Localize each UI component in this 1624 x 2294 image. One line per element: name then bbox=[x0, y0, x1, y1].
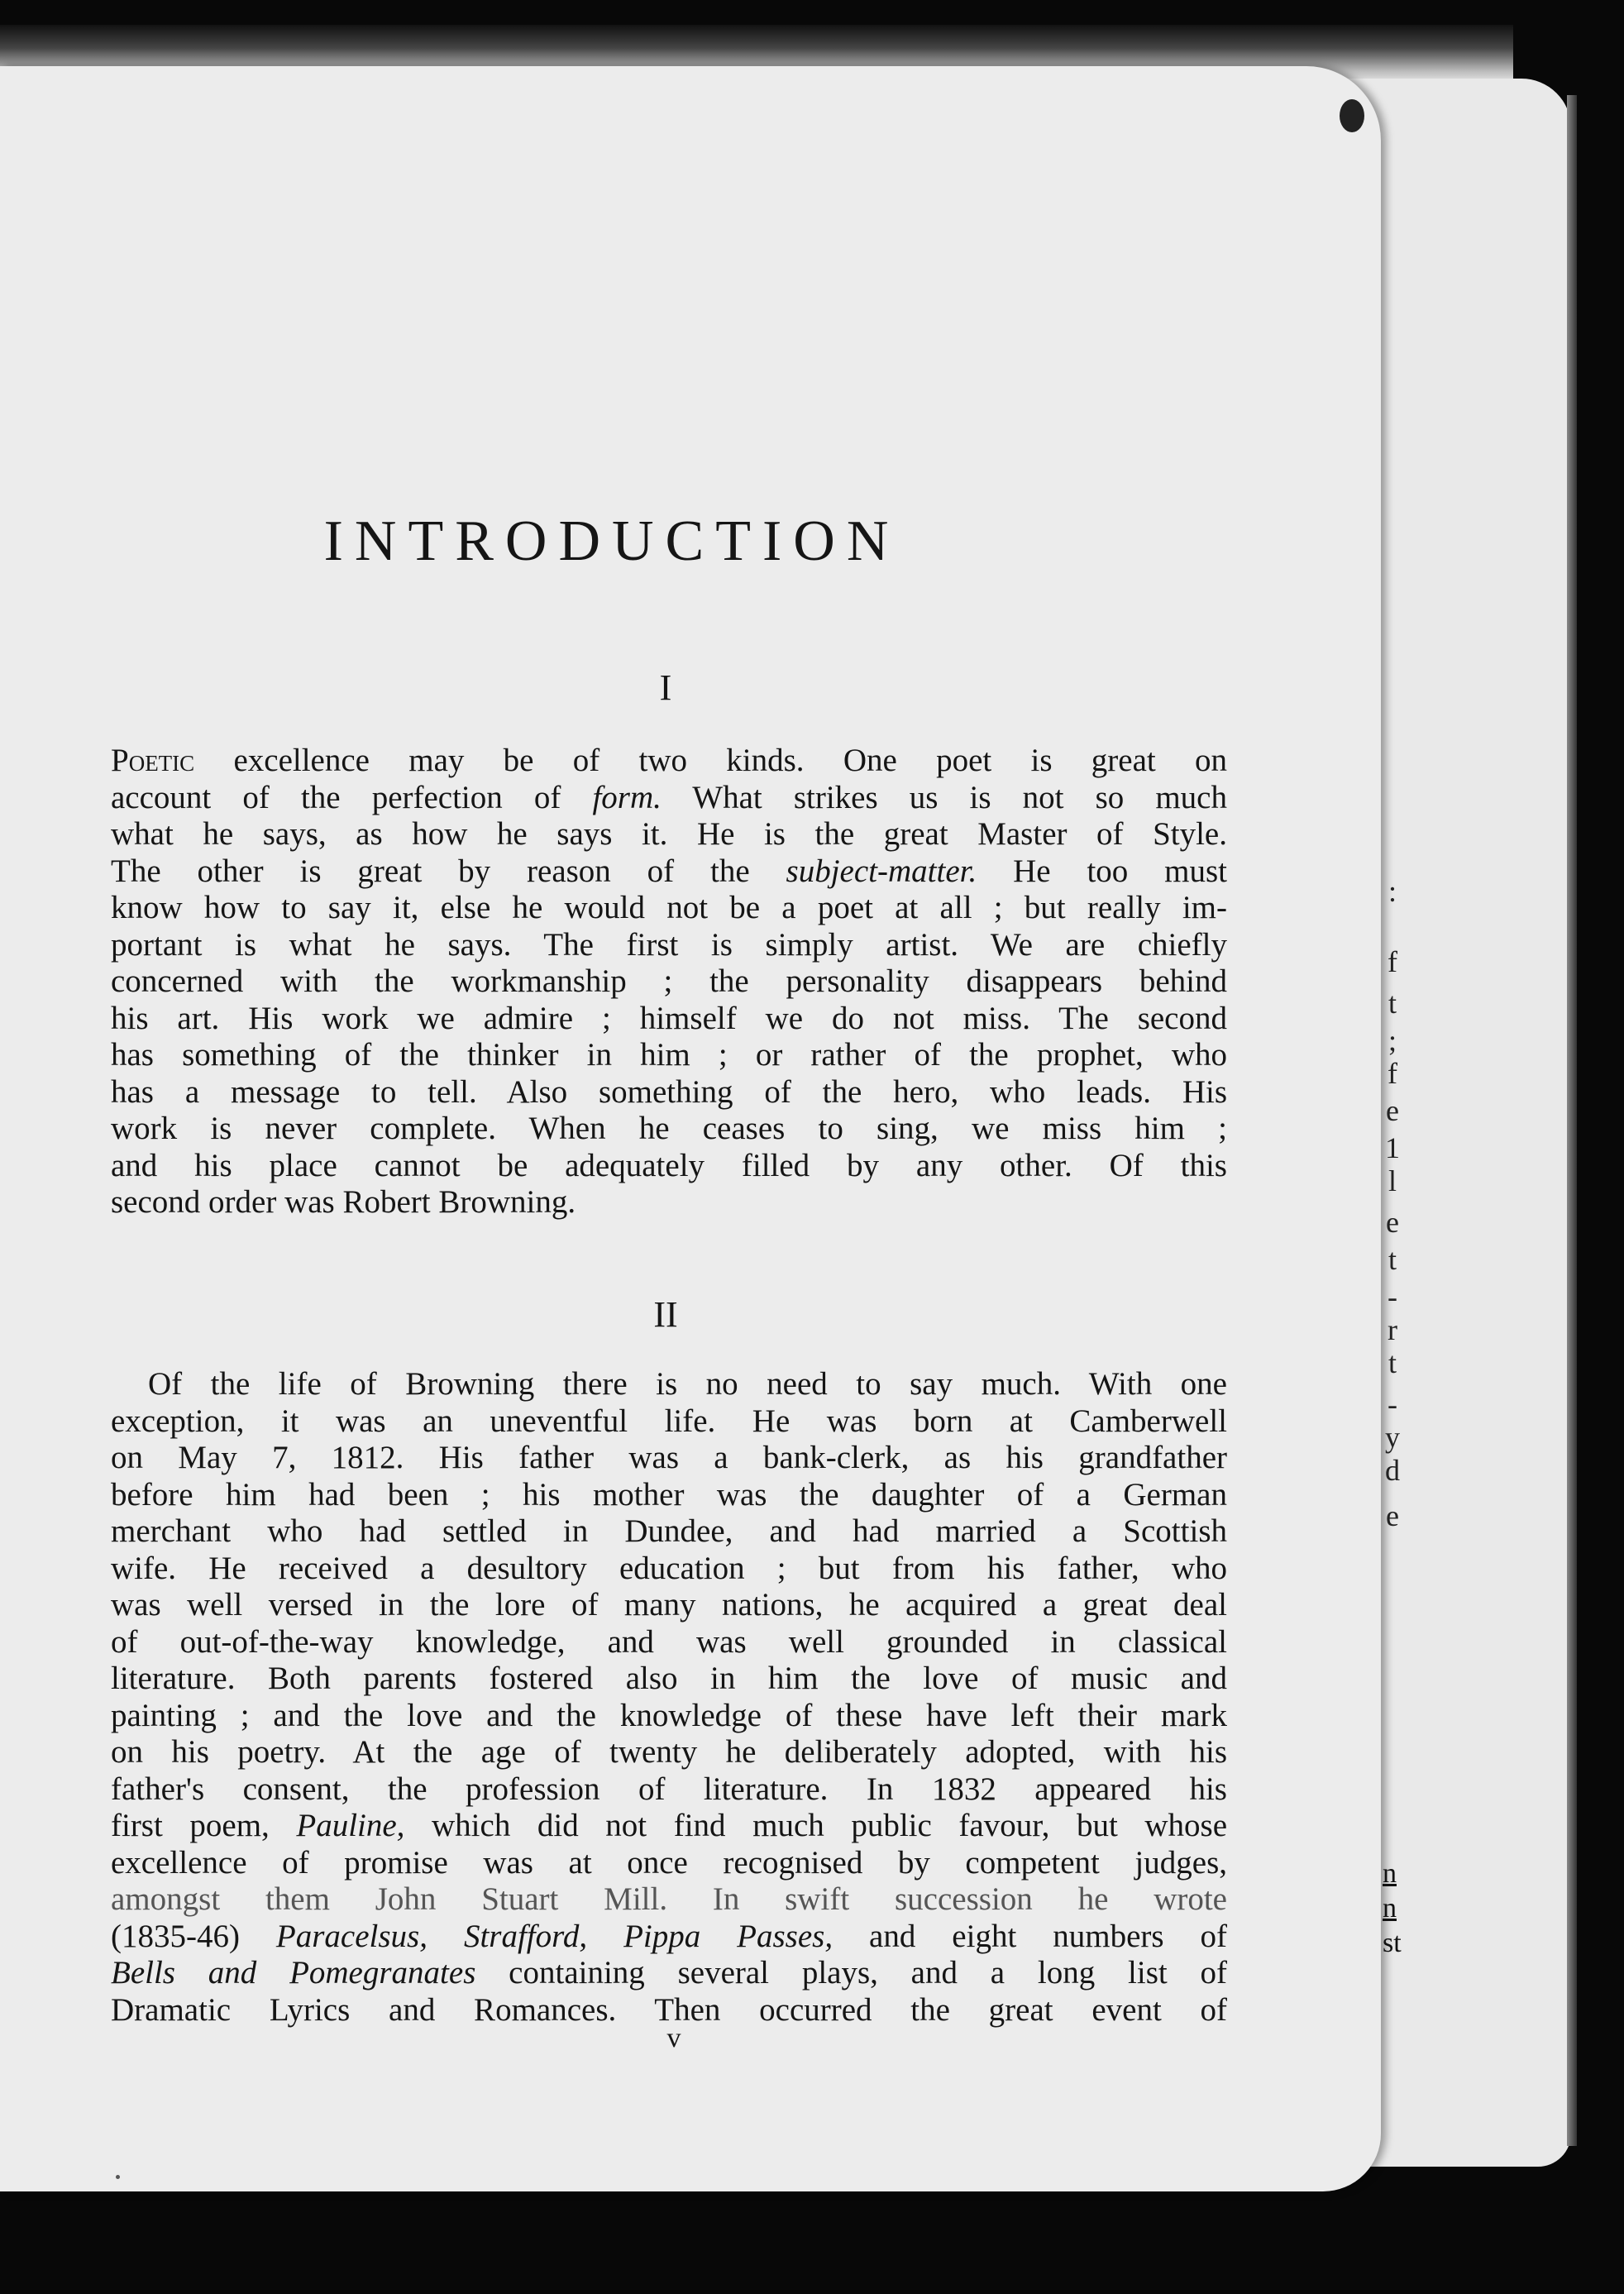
margin-fragment: t bbox=[1388, 1346, 1397, 1379]
margin-fragment: ; bbox=[1388, 1024, 1397, 1057]
text-line: exception, it was an uneventful life. He was born at Camberwell bbox=[111, 1403, 1227, 1439]
margin-fragment: l bbox=[1388, 1164, 1397, 1197]
margin-fragment: e bbox=[1386, 1499, 1399, 1532]
margin-fragment: e bbox=[1386, 1094, 1399, 1127]
text-line: what he says, as how he says it. He is the great Master of Style. bbox=[111, 816, 1227, 852]
facing-page-bottom-text bbox=[1383, 1857, 1402, 1961]
text-line: first poem, Pauline, which did not find much public favour, but whose bbox=[111, 1808, 1228, 1843]
margin-fragment: - bbox=[1388, 1280, 1397, 1313]
text-line: The other is great by reason of the subject-matter. He too must bbox=[111, 853, 1227, 889]
text-line: his art. His work we admire ; himself we do not miss. The second bbox=[111, 1000, 1227, 1036]
text-line: wife. He received a desultory education ; but from his father, who bbox=[111, 1550, 1227, 1586]
text-line: know how to say it, else he would not be a poet at all ; but really im- bbox=[111, 890, 1227, 925]
section-2-text bbox=[111, 1366, 1227, 2029]
page-edge-shadow bbox=[1567, 95, 1577, 2146]
text-line: has a message to tell. Also something of the hero, who leads. His bbox=[111, 1073, 1227, 1110]
section-numeral-1: I bbox=[659, 667, 672, 708]
page-number: v bbox=[666, 2023, 681, 2053]
margin-fragment: n bbox=[1383, 1858, 1397, 1889]
margin-fragment: e bbox=[1386, 1206, 1399, 1239]
text-line: Bells and Pomegranates containing several plays, and a long list of bbox=[111, 1955, 1227, 1991]
text-line: literature. Both parents fostered also in him the love of music and bbox=[111, 1661, 1227, 1696]
text-line: account of the perfection of form. What strikes us is not so much bbox=[111, 779, 1227, 815]
margin-fragment: - bbox=[1388, 1388, 1397, 1421]
text-line: Dramatic Lyrics and Romances. Then occurred the great event of bbox=[111, 1991, 1227, 2028]
text-line: concerned with the workmanship ; the personality disappears behind bbox=[111, 963, 1227, 999]
ink-speck bbox=[1340, 99, 1364, 132]
section-numeral-2: II bbox=[653, 1294, 678, 1335]
margin-fragment: t bbox=[1388, 987, 1397, 1020]
text-line: second order was Robert Browning. bbox=[111, 1184, 576, 1220]
text-line: Poetic excellence may be of two kinds. One poet is great on bbox=[111, 743, 1227, 778]
page-title: INTRODUCTION bbox=[323, 509, 900, 573]
text-line: amongst them John Stuart Mill. In swift succession he wrote bbox=[111, 1881, 1227, 1917]
text-line: before him had been ; his mother was the daughter of a German bbox=[111, 1476, 1227, 1513]
text-line: and his place cannot be adequately filled by any other. Of this bbox=[111, 1147, 1227, 1183]
text-line: work is never complete. When he ceases to sing, we miss him ; bbox=[111, 1111, 1227, 1146]
margin-fragment: n bbox=[1383, 1893, 1397, 1924]
margin-fragment: 1 bbox=[1385, 1131, 1400, 1164]
ink-speck bbox=[116, 2175, 120, 2179]
margin-fragment: y bbox=[1385, 1421, 1400, 1454]
margin-fragment: r bbox=[1388, 1313, 1397, 1346]
margin-fragment: d bbox=[1385, 1454, 1400, 1487]
text-line: on his poetry. At the age of twenty he deliberately adopted, with his bbox=[111, 1734, 1227, 1770]
margin-fragment: st bbox=[1383, 1928, 1402, 1958]
text-line: has something of the thinker in him ; or rather of the prophet, who bbox=[111, 1037, 1227, 1073]
margin-fragment: t bbox=[1388, 1243, 1397, 1276]
margin-fragment: : bbox=[1388, 875, 1397, 908]
text-line: father's consent, the profession of literature. In 1832 appeared his bbox=[111, 1771, 1227, 1807]
section-1-text bbox=[111, 743, 1227, 1221]
text-line: of out-of-the-way knowledge, and was well grounded in classical bbox=[111, 1623, 1227, 1660]
text-line: merchant who had settled in Dundee, and had married a Scottish bbox=[111, 1513, 1227, 1549]
text-line: on May 7, 1812. His father was a bank-clerk, as his grandfather bbox=[111, 1440, 1227, 1475]
text-line: was well versed in the lore of many nations, he acquired a great deal bbox=[111, 1587, 1227, 1623]
text-line: painting ; and the love and the knowledge of these have left their mark bbox=[111, 1697, 1227, 1733]
text-line: Of the life of Browning there is no need to say much. With one bbox=[148, 1366, 1227, 1402]
text-line: (1835-46) Paracelsus, Strafford, Pippa Passes, and eight numbers of bbox=[111, 1918, 1227, 1954]
margin-fragment: f bbox=[1388, 1057, 1397, 1090]
text-line: excellence of promise was at once recognised by competent judges, bbox=[111, 1844, 1227, 1881]
text-line: portant is what he says. The first is simply artist. We are chiefly bbox=[111, 926, 1227, 963]
margin-fragment: f bbox=[1388, 945, 1397, 978]
